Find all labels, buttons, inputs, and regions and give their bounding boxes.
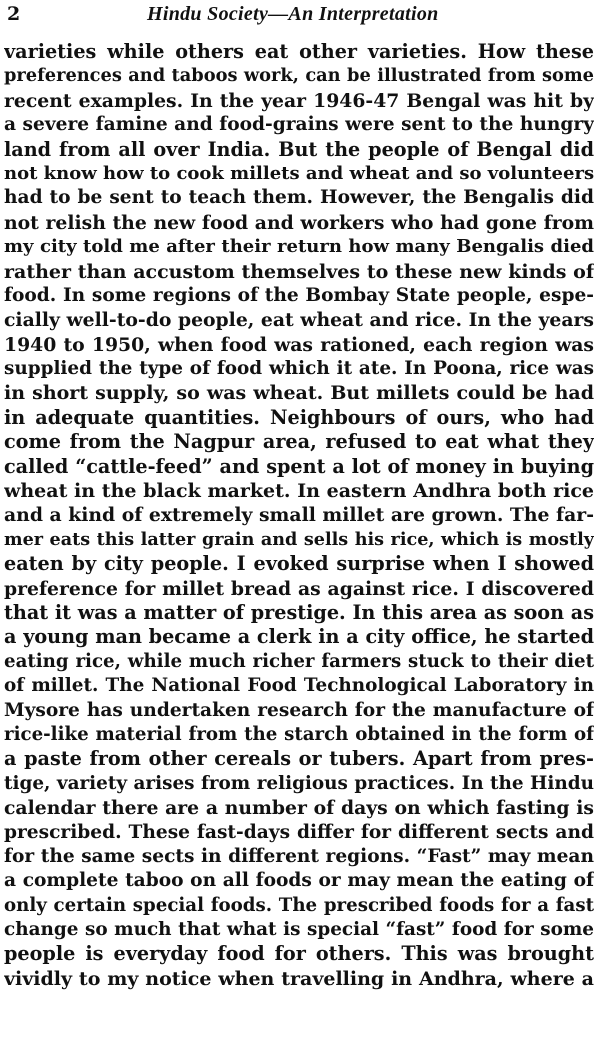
text-line: change so much that what is special “fast” food for some: [4, 919, 594, 941]
text-line: people is everyday food for others. This was brought: [4, 942, 594, 966]
text-line: a young man became a clerk in a city office, he started: [4, 625, 594, 649]
text-line: preferences and taboos work, can be illustrated from some: [4, 65, 594, 87]
text-line: for the same sects in different regions. “Fast” may mean: [4, 845, 594, 867]
running-title: Hindu Society—An Interpretation: [147, 3, 439, 25]
text-line: tige, variety arises from religious practices. In the Hindu: [4, 772, 594, 794]
text-line: not know how to cook millets and wheat and so volunteers: [4, 162, 594, 184]
text-line: prescribed. These fast-days differ for different sects and: [4, 821, 594, 843]
text-line: had to be sent to teach them. However, the Bengalis did: [4, 187, 594, 209]
text-line: eating rice, while much richer farmers stuck to their diet: [4, 650, 594, 672]
text-line: Mysore has undertaken research for the manufacture of: [4, 699, 594, 721]
body-text: [4, 40, 594, 991]
page-number: 2: [7, 3, 21, 25]
text-line: my city told me after their return how many Bengalis died: [4, 236, 594, 258]
text-line: a paste from other cereals or tubers. Apart from pres-: [4, 747, 594, 771]
text-line: 1940 to 1950, when food was rationed, each region was: [4, 333, 594, 356]
text-line: only certain special foods. The prescribed foods for a fast: [4, 894, 594, 916]
text-line: eaten by city people. I evoked surprise when I showed: [4, 552, 594, 576]
text-line: come from the Nagpur area, refused to eat what they: [4, 430, 594, 454]
text-line: rather than accustom themselves to these new kinds of: [4, 260, 594, 283]
text-line: in short supply, so was wheat. But millets could be had: [4, 382, 594, 405]
text-line: and a kind of extremely small millet are grown. The far-: [4, 504, 594, 527]
text-line: vividly to my notice when travelling in Andhra, where a: [4, 967, 594, 990]
text-line: that it was a matter of prestige. In this area as soon as: [4, 600, 594, 624]
text-line: food. In some regions of the Bombay State people, espe-: [4, 284, 594, 306]
text-line: preference for millet bread as against rice. I discovered: [4, 577, 594, 600]
text-line: not relish the new food and workers who had gone from: [4, 211, 594, 234]
text-line: a severe famine and food-grains were sent to the hungry: [4, 114, 594, 136]
text-line: called “cattle-feed” and spent a lot of money in buying: [4, 454, 594, 478]
text-line: supplied the type of food which it ate. In Poona, rice was: [4, 358, 594, 380]
text-line: land from all over India. But the people of Bengal did: [4, 137, 594, 161]
text-line: in adequate quantities. Neighbours of ours, who had: [4, 405, 594, 429]
text-line: mer eats this latter grain and sells his rice, which is mostly: [4, 528, 594, 550]
text-line: recent examples. In the year 1946-47 Bengal was hit by: [4, 89, 594, 112]
text-line: varieties while others eat other varieties. How these: [4, 40, 594, 63]
running-head: [7, 3, 590, 29]
text-line: calendar there are a number of days on which fasting is: [4, 797, 594, 820]
text-line: cially well-to-do people, eat wheat and rice. In the years: [4, 309, 594, 332]
text-line: rice-like material from the starch obtained in the form of: [4, 723, 594, 745]
text-line: of millet. The National Food Technological Laboratory in: [4, 675, 594, 697]
text-line: a complete taboo on all foods or may mean the eating of: [4, 870, 594, 892]
text-line: wheat in the black market. In eastern Andhra both rice: [4, 480, 594, 503]
